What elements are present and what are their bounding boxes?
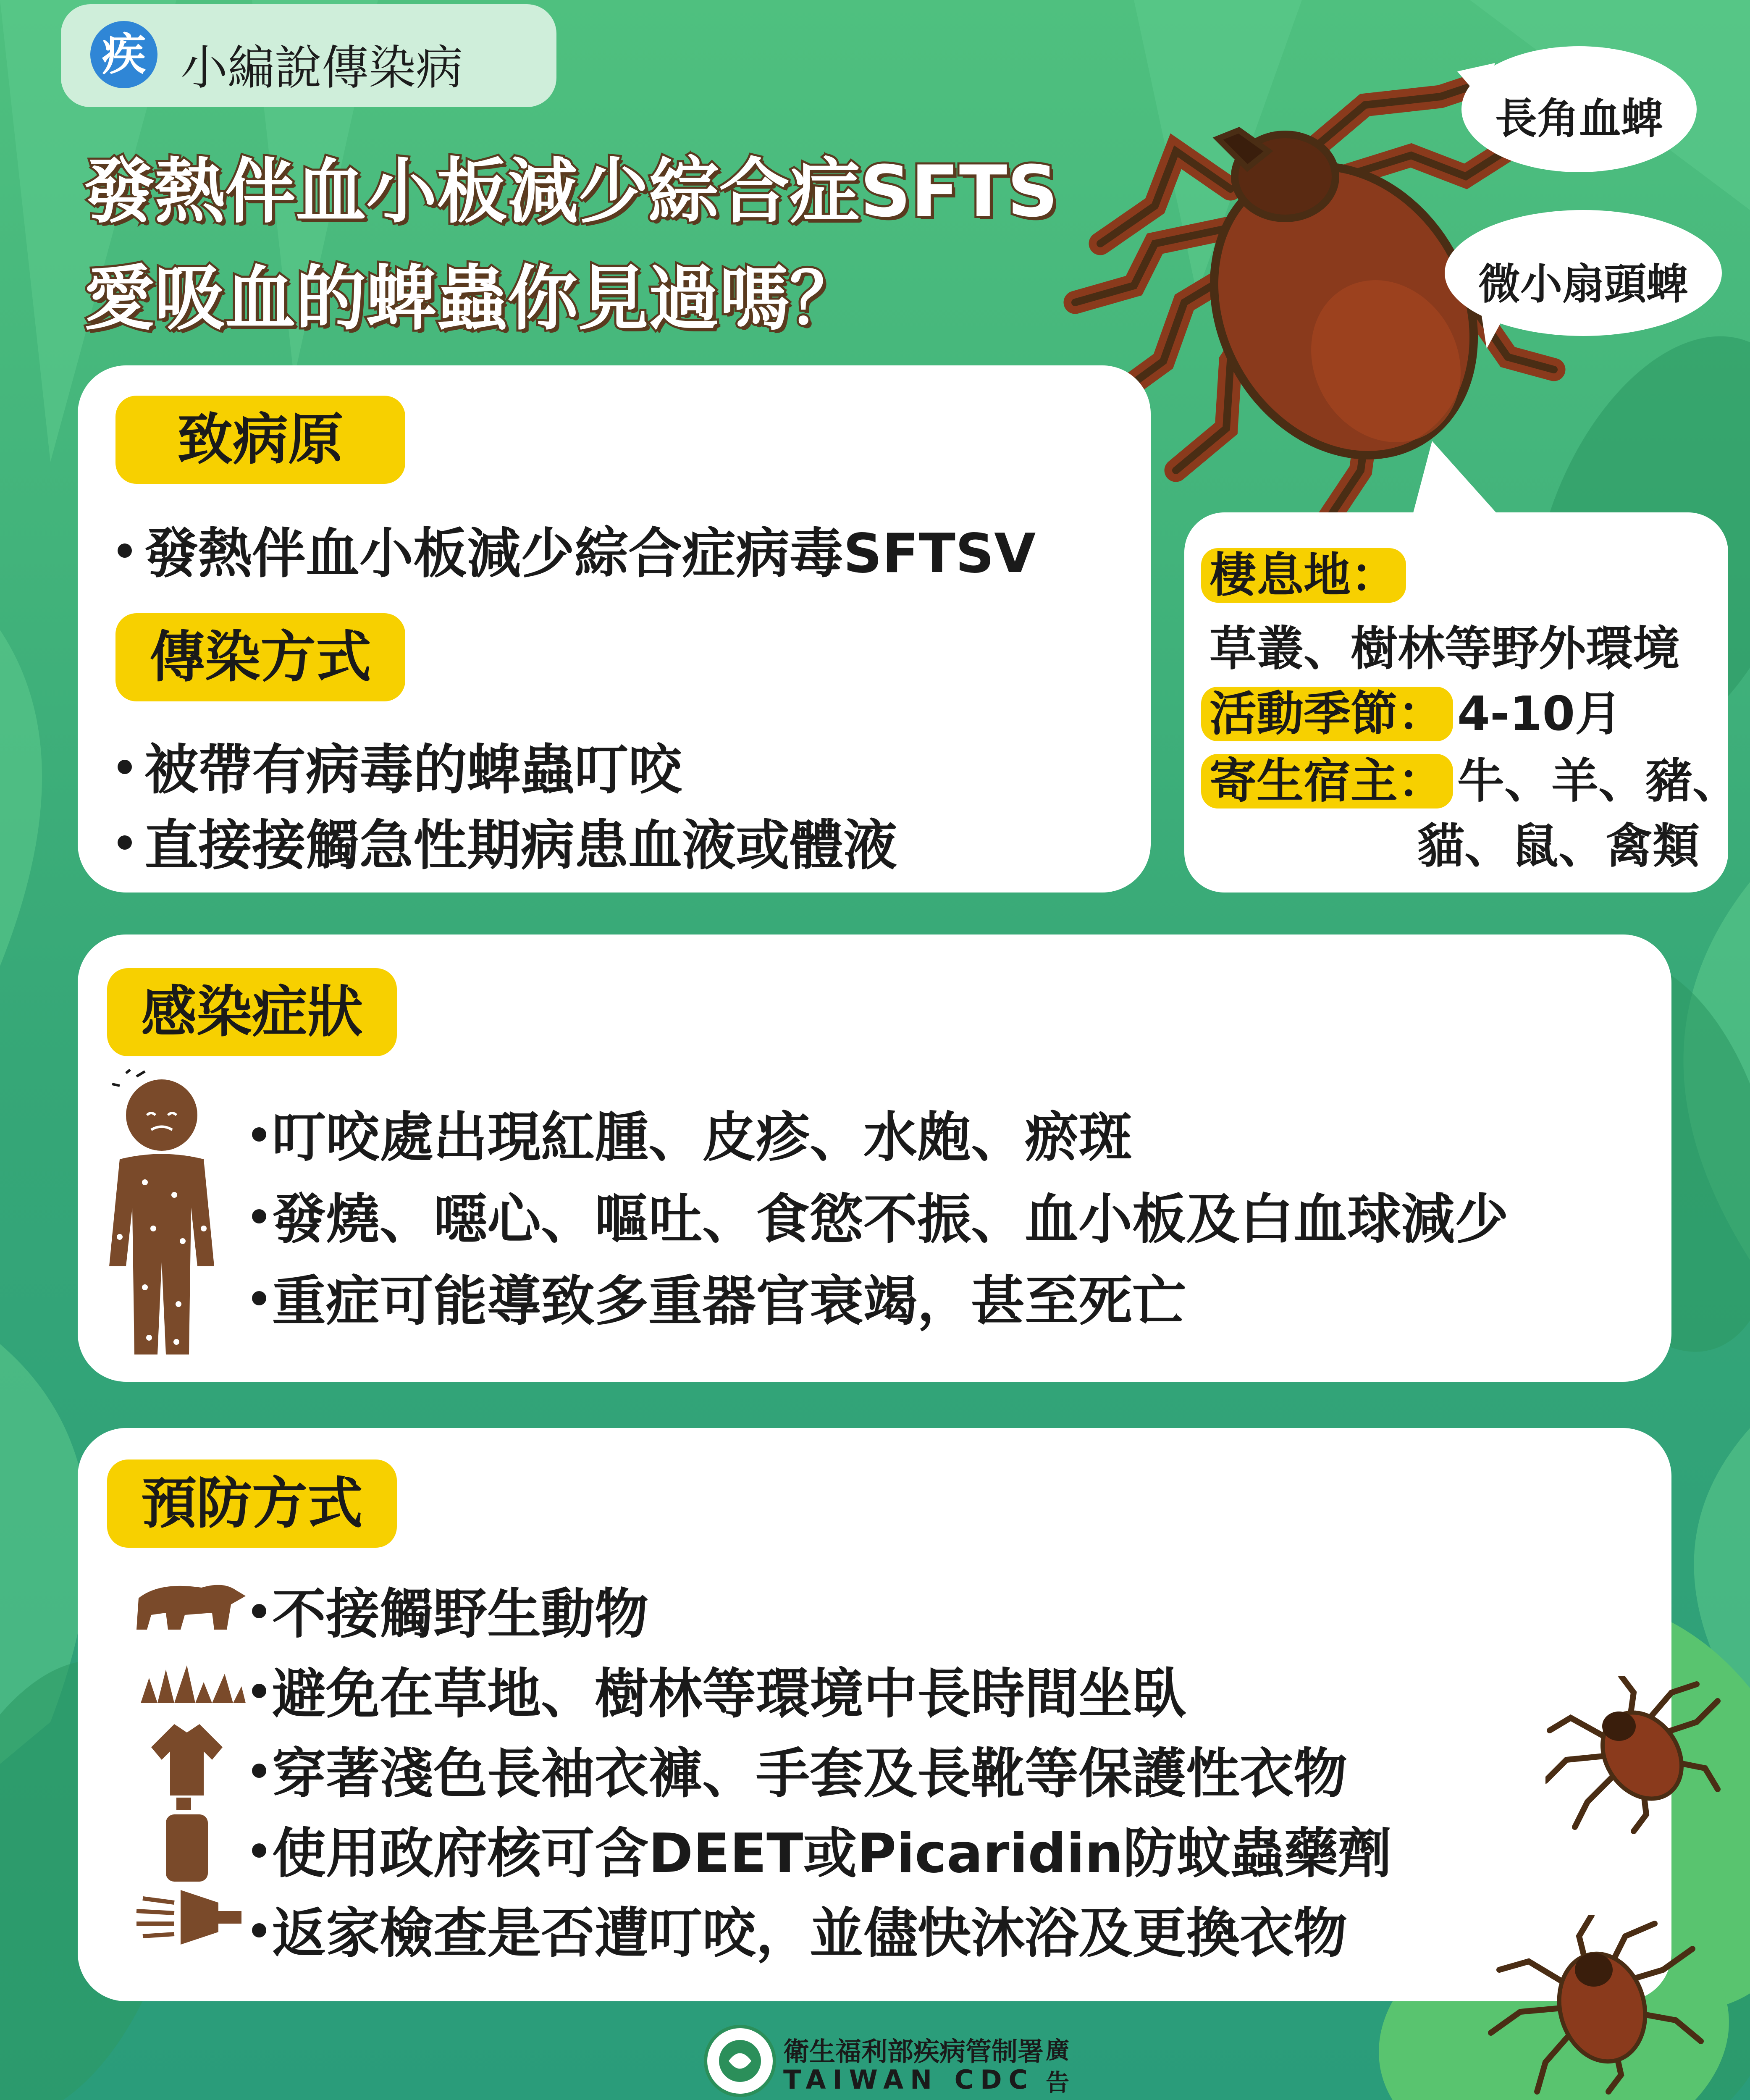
footer-org-en: TAIWAN CDC: [783, 2064, 1035, 2095]
prevention-item: 使用政府核可含DEET或Picaridin防蚊蟲藥劑: [252, 1810, 1392, 1887]
footer-ad-mark: 廣: [1046, 2037, 1069, 2064]
species-label-long-horned: 長角血蜱: [1495, 94, 1663, 143]
transmission-heading: 傳染方式: [115, 613, 405, 701]
bullet-icon: [118, 760, 132, 774]
prevention-item: 避免在草地、樹林等環境中長時間坐臥: [252, 1651, 1186, 1728]
bullet-icon: [252, 1764, 266, 1778]
footer-ad-mark: 告: [1046, 2069, 1069, 2097]
spray-bottle-icon: [164, 1798, 210, 1882]
bullet-icon: [252, 1604, 266, 1618]
disease-badge-icon: 疾: [90, 21, 157, 88]
bullet-icon: [252, 1843, 266, 1858]
habitat-value: 草叢、樹林等野外環境: [1210, 622, 1680, 676]
habitat-bubble-tail: [1398, 441, 1508, 521]
pathogen-transmission-card: [78, 365, 1151, 892]
species-label-microplus: 微小扇頭蜱: [1478, 260, 1688, 309]
host-label: 寄生宿主：: [1201, 754, 1453, 808]
category-tag-label: 小編說傳染病: [181, 41, 463, 95]
cdc-logo-icon: [703, 2024, 777, 2098]
transmission-item: 被帶有病毒的蜱蟲叮咬: [118, 727, 682, 804]
host-value-line2: 貓、鼠、禽類: [1417, 819, 1700, 874]
small-tick-illustration: [1487, 1915, 1705, 2096]
species-bubble-long-horned: [1461, 46, 1697, 172]
species-bubble-microplus: [1445, 210, 1722, 336]
prevention-heading: 預防方式: [107, 1460, 397, 1548]
bullet-icon: [252, 1209, 266, 1223]
page-title: 發熱伴血小板減少綜合症SFTS: [84, 150, 1058, 233]
grass-icon: [141, 1657, 246, 1703]
sick-person-icon: [103, 1069, 216, 1363]
symptoms-card: [78, 934, 1671, 1382]
bullet-icon: [252, 1127, 266, 1142]
small-tick-illustration: [1545, 1676, 1722, 1835]
bullet-icon: [252, 1923, 266, 1937]
prevention-item: 不接觸野生動物: [252, 1571, 648, 1648]
season-label: 活動季節：: [1201, 687, 1453, 741]
bear-icon: [134, 1573, 248, 1636]
page-subtitle: 愛吸血的蜱蟲你見過嗎？: [84, 257, 860, 340]
shirt-icon: [149, 1722, 225, 1798]
symptoms-heading: 感染症狀: [107, 968, 397, 1056]
transmission-item: 直接接觸急性期病患血液或體液: [118, 802, 897, 879]
pathogen-item: 發熱伴血小板減少綜合症病毒SFTSV: [118, 510, 1036, 588]
pathogen-heading: 致病原: [115, 396, 405, 484]
symptom-item: 發燒、噁心、嘔吐、食慾不振、血小板及白血球減少: [252, 1176, 1509, 1253]
prevention-item: 返家檢查是否遭叮咬，並儘快沐浴及更換衣物: [252, 1890, 1347, 1967]
bullet-icon: [118, 835, 132, 850]
habitat-label: 棲息地：: [1201, 548, 1406, 603]
prevention-card: [78, 1428, 1671, 2001]
prevention-item: 穿著淺色長袖衣褲、手套及長靴等保護性衣物: [252, 1730, 1347, 1808]
category-tag: [61, 4, 556, 107]
bullet-icon: [252, 1291, 266, 1305]
symptom-item: 重症可能導致多重器官衰竭，甚至死亡: [252, 1258, 1186, 1335]
symptom-item: 叮咬處出現紅腫、皮疹、水皰、瘀斑: [252, 1094, 1132, 1171]
season-value: 4-10月: [1457, 687, 1622, 741]
bullet-icon: [118, 543, 132, 558]
shower-icon: [134, 1886, 244, 1949]
habitat-card: [1184, 512, 1740, 892]
bullet-icon: [252, 1684, 266, 1698]
host-value-line1: 牛、羊、豬、: [1457, 754, 1740, 808]
footer-org-name: 衛生福利部疾病管制署: [783, 2036, 1044, 2067]
